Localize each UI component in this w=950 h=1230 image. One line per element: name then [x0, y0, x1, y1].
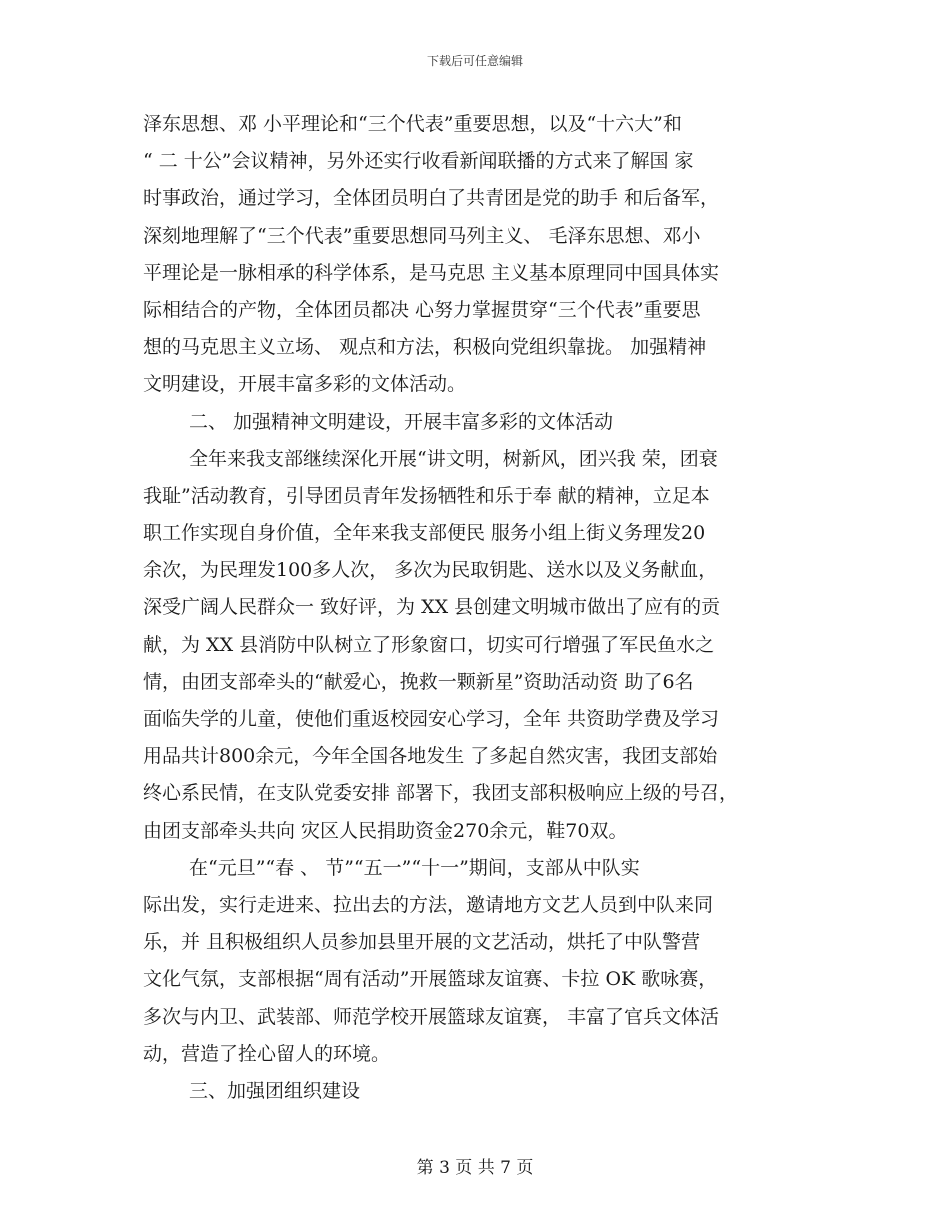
- text-line: 由团支部牵头共向 灾区人民捐助资金270余元，鞋70双。: [143, 819, 628, 842]
- text-line: 想的马克思主义立场、 观点和方法，积极向党组织靠拢。 加强精神: [143, 336, 707, 359]
- text-line: 用品共计800余元，今年全国各地发生 了多起自然灾害，我团支部始: [143, 745, 718, 768]
- text-line: 平理论是一脉相承的科学体系，是马克思 主义基本原理同中国具体实: [143, 261, 720, 284]
- text-line: 全年来我支部继续深化开展“讲文明，树新风，团兴我 荣，团衰: [189, 447, 718, 470]
- page-footer: 第 3 页 共 7 页: [416, 1158, 534, 1178]
- text-line: 献，为 XX 县消防中队树立了形象窗口，切实可行增强了军民鱼水之: [143, 633, 715, 656]
- text-line: 文化气氛，支部根据“周有活动”开展篮球友谊赛、卡拉 OK 歌咏赛，: [143, 968, 718, 991]
- text-line: 多次与内卫、武装部、师范学校开展篮球友谊赛， 丰富了官兵文体活: [143, 1005, 720, 1028]
- text-line: 乐，并 且积极组织人员参加县里开展的文艺活动，烘托了中队警营: [143, 931, 701, 954]
- text-line: 余次，为民理发100多人次， 多次为民取钥匙、送水以及义务献血，: [143, 559, 718, 582]
- text-line: 二、 加强精神文明建设，开展丰富多彩的文体活动: [189, 410, 614, 433]
- text-line: 在“元旦”“春 、 节”“五一”“十一”期间，支部从中队实: [189, 856, 640, 879]
- text-line: 文明建设，开展丰富多彩的文体活动。: [143, 373, 467, 396]
- text-line: 泽东思想、邓 小平理论和“三个代表”重要思想，以及“十六大”和: [143, 113, 682, 135]
- text-line: 终心系民情，在支队党委安排 部署下，我团支部积极响应上级的号召，: [143, 782, 739, 805]
- text-line: 三、加强团组织建设: [189, 1079, 361, 1102]
- text-line: 际相结合的产物，全体团员都决 心努力掌握贯穿“三个代表”重要思: [143, 298, 701, 321]
- document-body: [143, 106, 823, 1110]
- text-line: 深受广阔人民群众一 致好评，为 XX 县创建文明城市做出了应有的贡: [143, 596, 721, 619]
- text-line: “ 二 十公”会议精神，另外还实行收看新闻联播的方式来了解国 家: [143, 150, 694, 173]
- text-line: 职工作实现自身价值，全年来我支部便民 服务小组上街义务理发20: [143, 522, 706, 545]
- text-line: 深刻地理解了“三个代表”重要思想同马列主义、 毛泽东思想、邓小: [143, 224, 701, 247]
- text-line: 动，营造了拴心留人的环境。: [143, 1042, 391, 1065]
- text-line: 面临失学的儿童，使他们重返校园安心学习，全年 共资助学费及学习: [143, 708, 720, 730]
- text-line: 情，由团支部牵头的“献爱心，挽救一颗新星”资助活动资 助了6名: [143, 670, 694, 693]
- text-line: 我耻”活动教育，引导团员青年发扬牺牲和乐于奉 献的精神，立足本: [143, 484, 710, 507]
- text-line: 时事政治，通过学习，全体团员明白了共青团是党的助手 和后备军，: [143, 187, 720, 210]
- text-line: 际出发，实行走进来、拉出去的方法，邀请地方文艺人员到中队来同: [143, 893, 714, 916]
- page-header-note: 下载后可任意编辑: [426, 54, 523, 68]
